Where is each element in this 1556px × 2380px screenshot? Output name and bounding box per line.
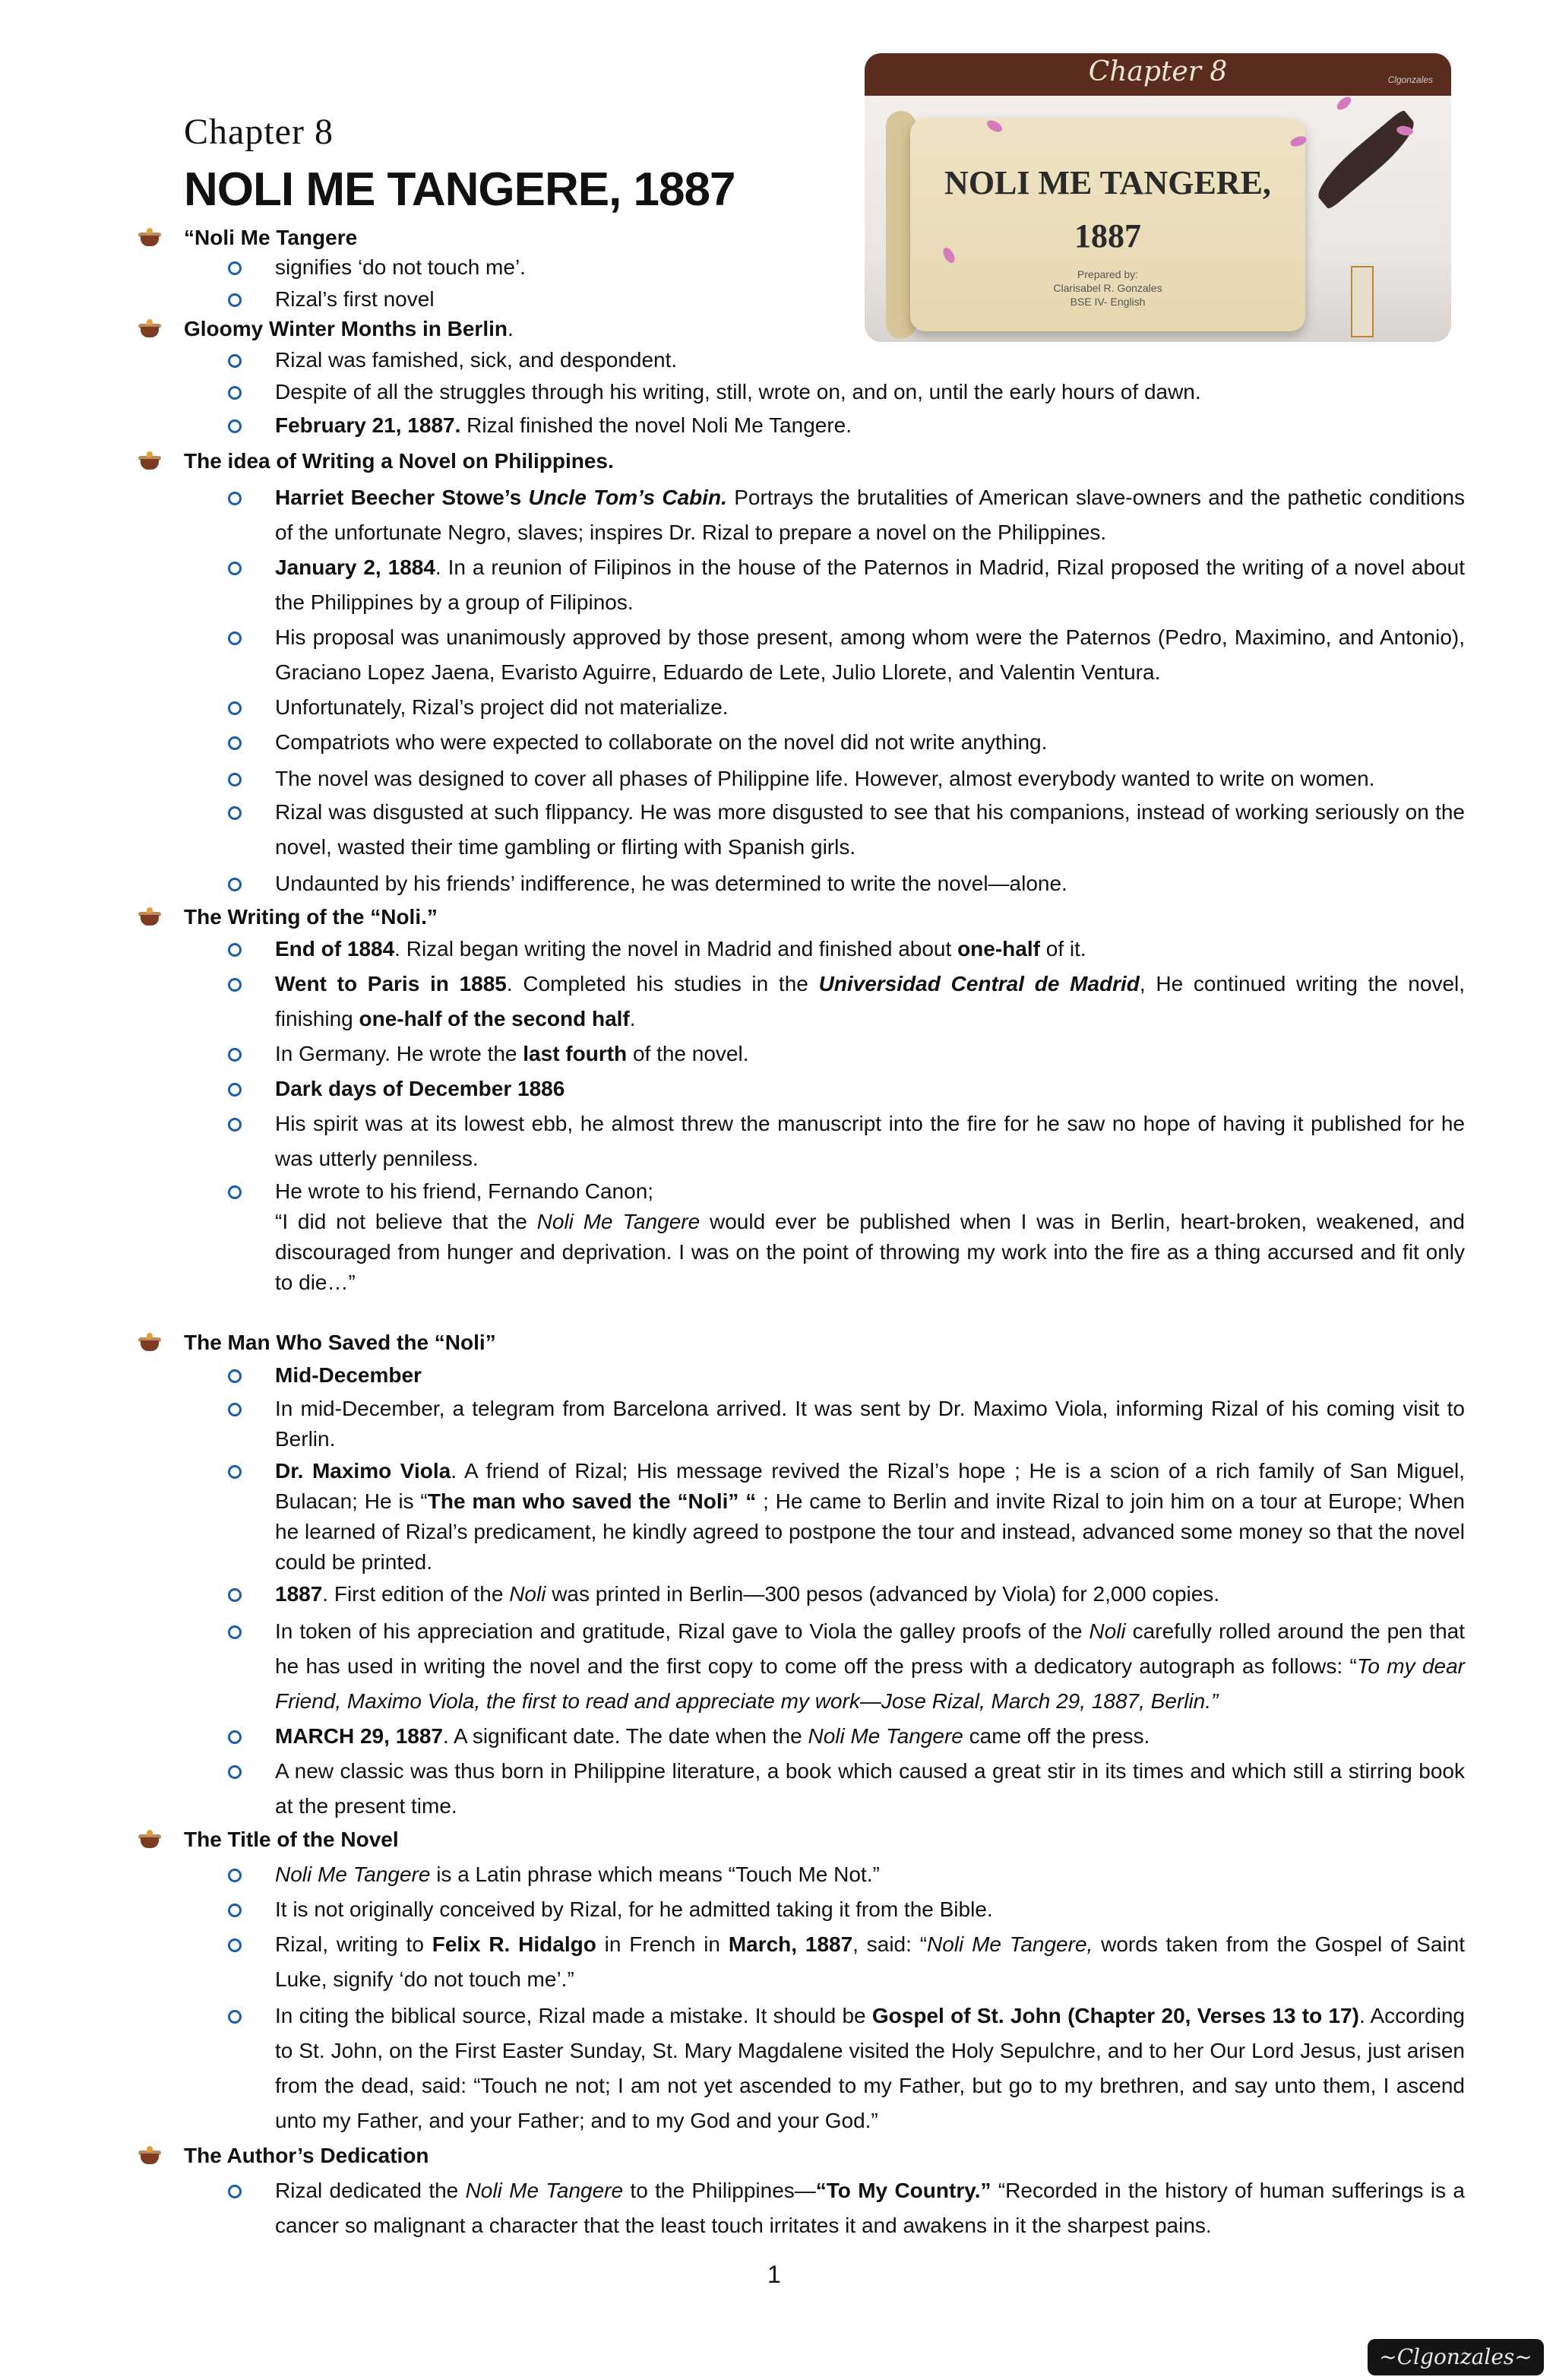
list-item: Mid-December: [275, 1360, 1465, 1391]
list-item: Rizal was famished, sick, and despondent.: [275, 345, 1465, 375]
list-item: Undaunted by his friends’ indifference, he was determined to write the novel—alone.: [275, 866, 1465, 901]
circle-bullet-icon: [228, 1403, 242, 1416]
circle-bullet-icon: [228, 1869, 242, 1882]
list-item: Compatriots who were expected to collaborate on the novel did not write anything.: [275, 725, 1465, 760]
section-title: The Man Who Saved the “Noli”: [184, 1331, 496, 1354]
section-title: The Author’s Dedication: [184, 2144, 429, 2167]
cover-bar-signature: Clgonzales: [1387, 74, 1433, 85]
circle-bullet-icon: [228, 419, 242, 433]
circle-bullet-icon: [228, 1369, 242, 1383]
list-item: 1887. First edition of the Noli was printed in Berlin—300 pesos (advanced by Viola) for 2,000 copies.: [275, 1579, 1465, 1609]
scroll-title-line1: NOLI ME TANGERE,: [944, 164, 1271, 201]
scroll-title: [910, 157, 1305, 263]
circle-bullet-icon: [228, 978, 242, 992]
circle-bullet-icon: [228, 2185, 242, 2198]
cup-bullet-icon: [138, 319, 161, 339]
list-item: February 21, 1887. Rizal finished the novel Noli Me Tangere.: [275, 410, 1465, 441]
circle-bullet-icon: [228, 806, 242, 820]
circle-bullet-icon: [228, 773, 242, 786]
list-item: End of 1884. Rizal began writing the novel in Madrid and finished about one-half of it.: [275, 932, 1465, 967]
circle-bullet-icon: [228, 562, 242, 575]
cup-bullet-icon: [138, 2146, 161, 2166]
circle-bullet-icon: [228, 1185, 242, 1199]
chapter-label: Chapter 8: [184, 112, 334, 152]
circle-bullet-icon: [228, 736, 242, 750]
list-item: In Germany. He wrote the last fourth of the novel.: [275, 1037, 1465, 1071]
circle-bullet-icon: [228, 293, 242, 307]
list-item: In mid-December, a telegram from Barcelona arrived. It was sent by Dr. Maximo Viola, informing Rizal of his coming visit to Berlin.: [275, 1394, 1465, 1454]
list-item: signifies ‘do not touch me’.: [275, 252, 1465, 283]
list-item: He wrote to his friend, Fernando Canon; “I did not believe that the Noli Me Tangere would ever be published when I was in Berlin, heart-broken, weakened, and discouraged from hunger and deprivation. I was on the point of throwing my work into the fire as a thing accursed and fit only to die…”: [275, 1176, 1465, 1298]
list-item: In citing the biblical source, Rizal made a mistake. It should be Gospel of St. John (Chapter 20, Verses 13 to 17). According to St. John, on the First Easter Sunday, St. Mary Magdalene visited the Holy Sepulchre, and to her Our Lord Jesus, just arisen from the dead, said: “Touch ne not; I am not yet ascended to my Father, but go to my brethren, and say unto them, I ascend unto my Father, and your Father; and to my God and your God.”: [275, 1999, 1465, 2138]
cover-bar-title: Chapter 8: [1088, 56, 1228, 87]
list-item: Rizal, writing to Felix R. Hidalgo in French in March, 1887, said: “Noli Me Tangere, words taken from the Gospel of Saint Luke, signify ‘do not touch me’.”: [275, 1927, 1465, 1997]
circle-bullet-icon: [228, 1083, 242, 1097]
circle-bullet-icon: [228, 1118, 242, 1131]
circle-bullet-icon: [228, 1904, 242, 1917]
cup-bullet-icon: [138, 1830, 161, 1850]
list-item: Unfortunately, Rizal’s project did not materialize.: [275, 690, 1465, 725]
circle-bullet-icon: [228, 1625, 242, 1639]
circle-bullet-icon: [228, 261, 242, 275]
list-item: January 2, 1884. In a reunion of Filipinos in the house of the Paternos in Madrid, Rizal proposed the writing of a novel about the Philippines by a group of Filipinos.: [275, 550, 1465, 620]
circle-bullet-icon: [228, 878, 242, 891]
circle-bullet-icon: [228, 701, 242, 715]
list-item: His proposal was unanimously approved by those present, among whom were the Paternos (Pedro, Maximino, and Antonio), Graciano Lopez Jaena, Evaristo Aguirre, Eduardo de Lete, Julio Llorete, and Valentin Ventura.: [275, 620, 1465, 690]
section-heading: [184, 448, 614, 474]
list-item: Noli Me Tangere is a Latin phrase which means “Touch Me Not.”: [275, 1857, 1465, 1892]
circle-bullet-icon: [228, 1465, 242, 1479]
list-item: Despite of all the struggles through his writing, still, wrote on, and on, until the early hours of dawn.: [275, 377, 1465, 407]
list-item: Rizal dedicated the Noli Me Tangere to the Philippines—“To My Country.” “Recorded in the history of human sufferings is a cancer so malignant a character that the least touch irritates it and awakens in it the sharpest pains.: [275, 2173, 1465, 2243]
list-item: It is not originally conceived by Rizal, for he admitted taking it from the Bible.: [275, 1892, 1465, 1927]
section-title: The Title of the Novel: [184, 1828, 399, 1851]
circle-bullet-icon: [228, 492, 242, 505]
circle-bullet-icon: [228, 1588, 242, 1602]
section-title: Gloomy Winter Months in Berlin: [184, 317, 508, 340]
author-signature: ~Clgonzales~: [1368, 2339, 1544, 2375]
list-item: Rizal’s first novel: [275, 284, 1465, 315]
list-item: Dr. Maximo Viola. A friend of Rizal; His message revived the Rizal’s hope ; He is a scion of a rich family of San Miguel, Bulacan; He is “The man who saved the “Noli” “ ; He came to Berlin and invite Rizal to join him on a tour at Europe; When he learned of Rizal’s predicament, he kindly agreed to postpone the tour and instead, advanced some money so that the novel could be printed.: [275, 1456, 1465, 1578]
cup-bullet-icon: [138, 228, 161, 248]
circle-bullet-icon: [228, 943, 242, 957]
page-number: 1: [767, 2261, 781, 2288]
list-item: MARCH 29, 1887. A significant date. The date when the Noli Me Tangere came off the press.: [275, 1719, 1465, 1754]
list-item: A new classic was thus born in Philippine literature, a book which caused a great stir in its times and which still a stirring book at the present time.: [275, 1754, 1465, 1824]
section-title: The idea of Writing a Novel on Philippines.: [184, 449, 614, 473]
section-heading: [184, 2143, 429, 2169]
cup-bullet-icon: [138, 1333, 161, 1353]
section-heading: [184, 225, 357, 251]
list-item: Rizal was disgusted at such flippancy. He was more disgusted to see that his companions, instead of working seriously on the novel, wasted their time gambling or flirting with Spanish girls.: [275, 795, 1465, 865]
petal-icon: [1335, 94, 1354, 112]
section-title: “Noli Me Tangere: [184, 226, 358, 249]
circle-bullet-icon: [228, 2010, 242, 2024]
section-heading: [184, 1827, 399, 1853]
list-item: In token of his appreciation and gratitude, Rizal gave to Viola the galley proofs of the Noli carefully rolled around the pen that he has used in writing the novel and the first copy to come off the press with a dedicatory autograph as follows: “To my dear Friend, Maximo Viola, the first to read and appreciate my work—Jose Rizal, March 29, 1887, Berlin.”: [275, 1614, 1465, 1719]
list-item: Harriet Beecher Stowe’s Uncle Tom’s Cabin. Portrays the brutalities of American slave-owners and the pathetic conditions of the unfortunate Negro, slaves; inspires Dr. Rizal to prepare a novel on the Philippines.: [275, 480, 1465, 550]
circle-bullet-icon: [228, 1730, 242, 1744]
list-item: The novel was designed to cover all phases of Philippine life. However, almost everybody wanted to write on women.: [275, 761, 1465, 796]
list-item: Went to Paris in 1885. Completed his studies in the Universidad Central de Madrid, He continued writing the novel, finishing one-half of the second half.: [275, 967, 1465, 1037]
cover-title-bar: [865, 53, 1451, 96]
section-title: The Writing of the “Noli.”: [184, 905, 438, 929]
list-item: His spirit was at its lowest ebb, he almost threw the manuscript into the fire for he saw no hope of having it published for he was utterly penniless.: [275, 1106, 1465, 1176]
scroll-title-line2: 1887: [1074, 217, 1141, 255]
credit-line2: Clarisabel R. Gonzales: [1053, 282, 1162, 294]
section-heading: [184, 1330, 496, 1356]
circle-bullet-icon: [228, 386, 242, 400]
circle-bullet-icon: [228, 1048, 242, 1062]
section-heading: Gloomy Winter Months in Berlin.: [184, 316, 514, 342]
circle-bullet-icon: [228, 354, 242, 368]
circle-bullet-icon: [228, 1765, 242, 1779]
credit-line3: BSE IV- English: [1070, 296, 1146, 308]
credit-line1: Prepared by:: [1077, 268, 1139, 280]
cup-bullet-icon: [138, 907, 161, 927]
circle-bullet-icon: [228, 1938, 242, 1952]
list-item: Dark days of December 1886: [275, 1071, 1465, 1106]
quill-icon: [1310, 109, 1422, 210]
circle-bullet-icon: [228, 631, 242, 645]
page-title: NOLI ME TANGERE, 1887: [184, 163, 735, 216]
cup-bullet-icon: [138, 451, 161, 471]
section-heading: [184, 904, 438, 930]
